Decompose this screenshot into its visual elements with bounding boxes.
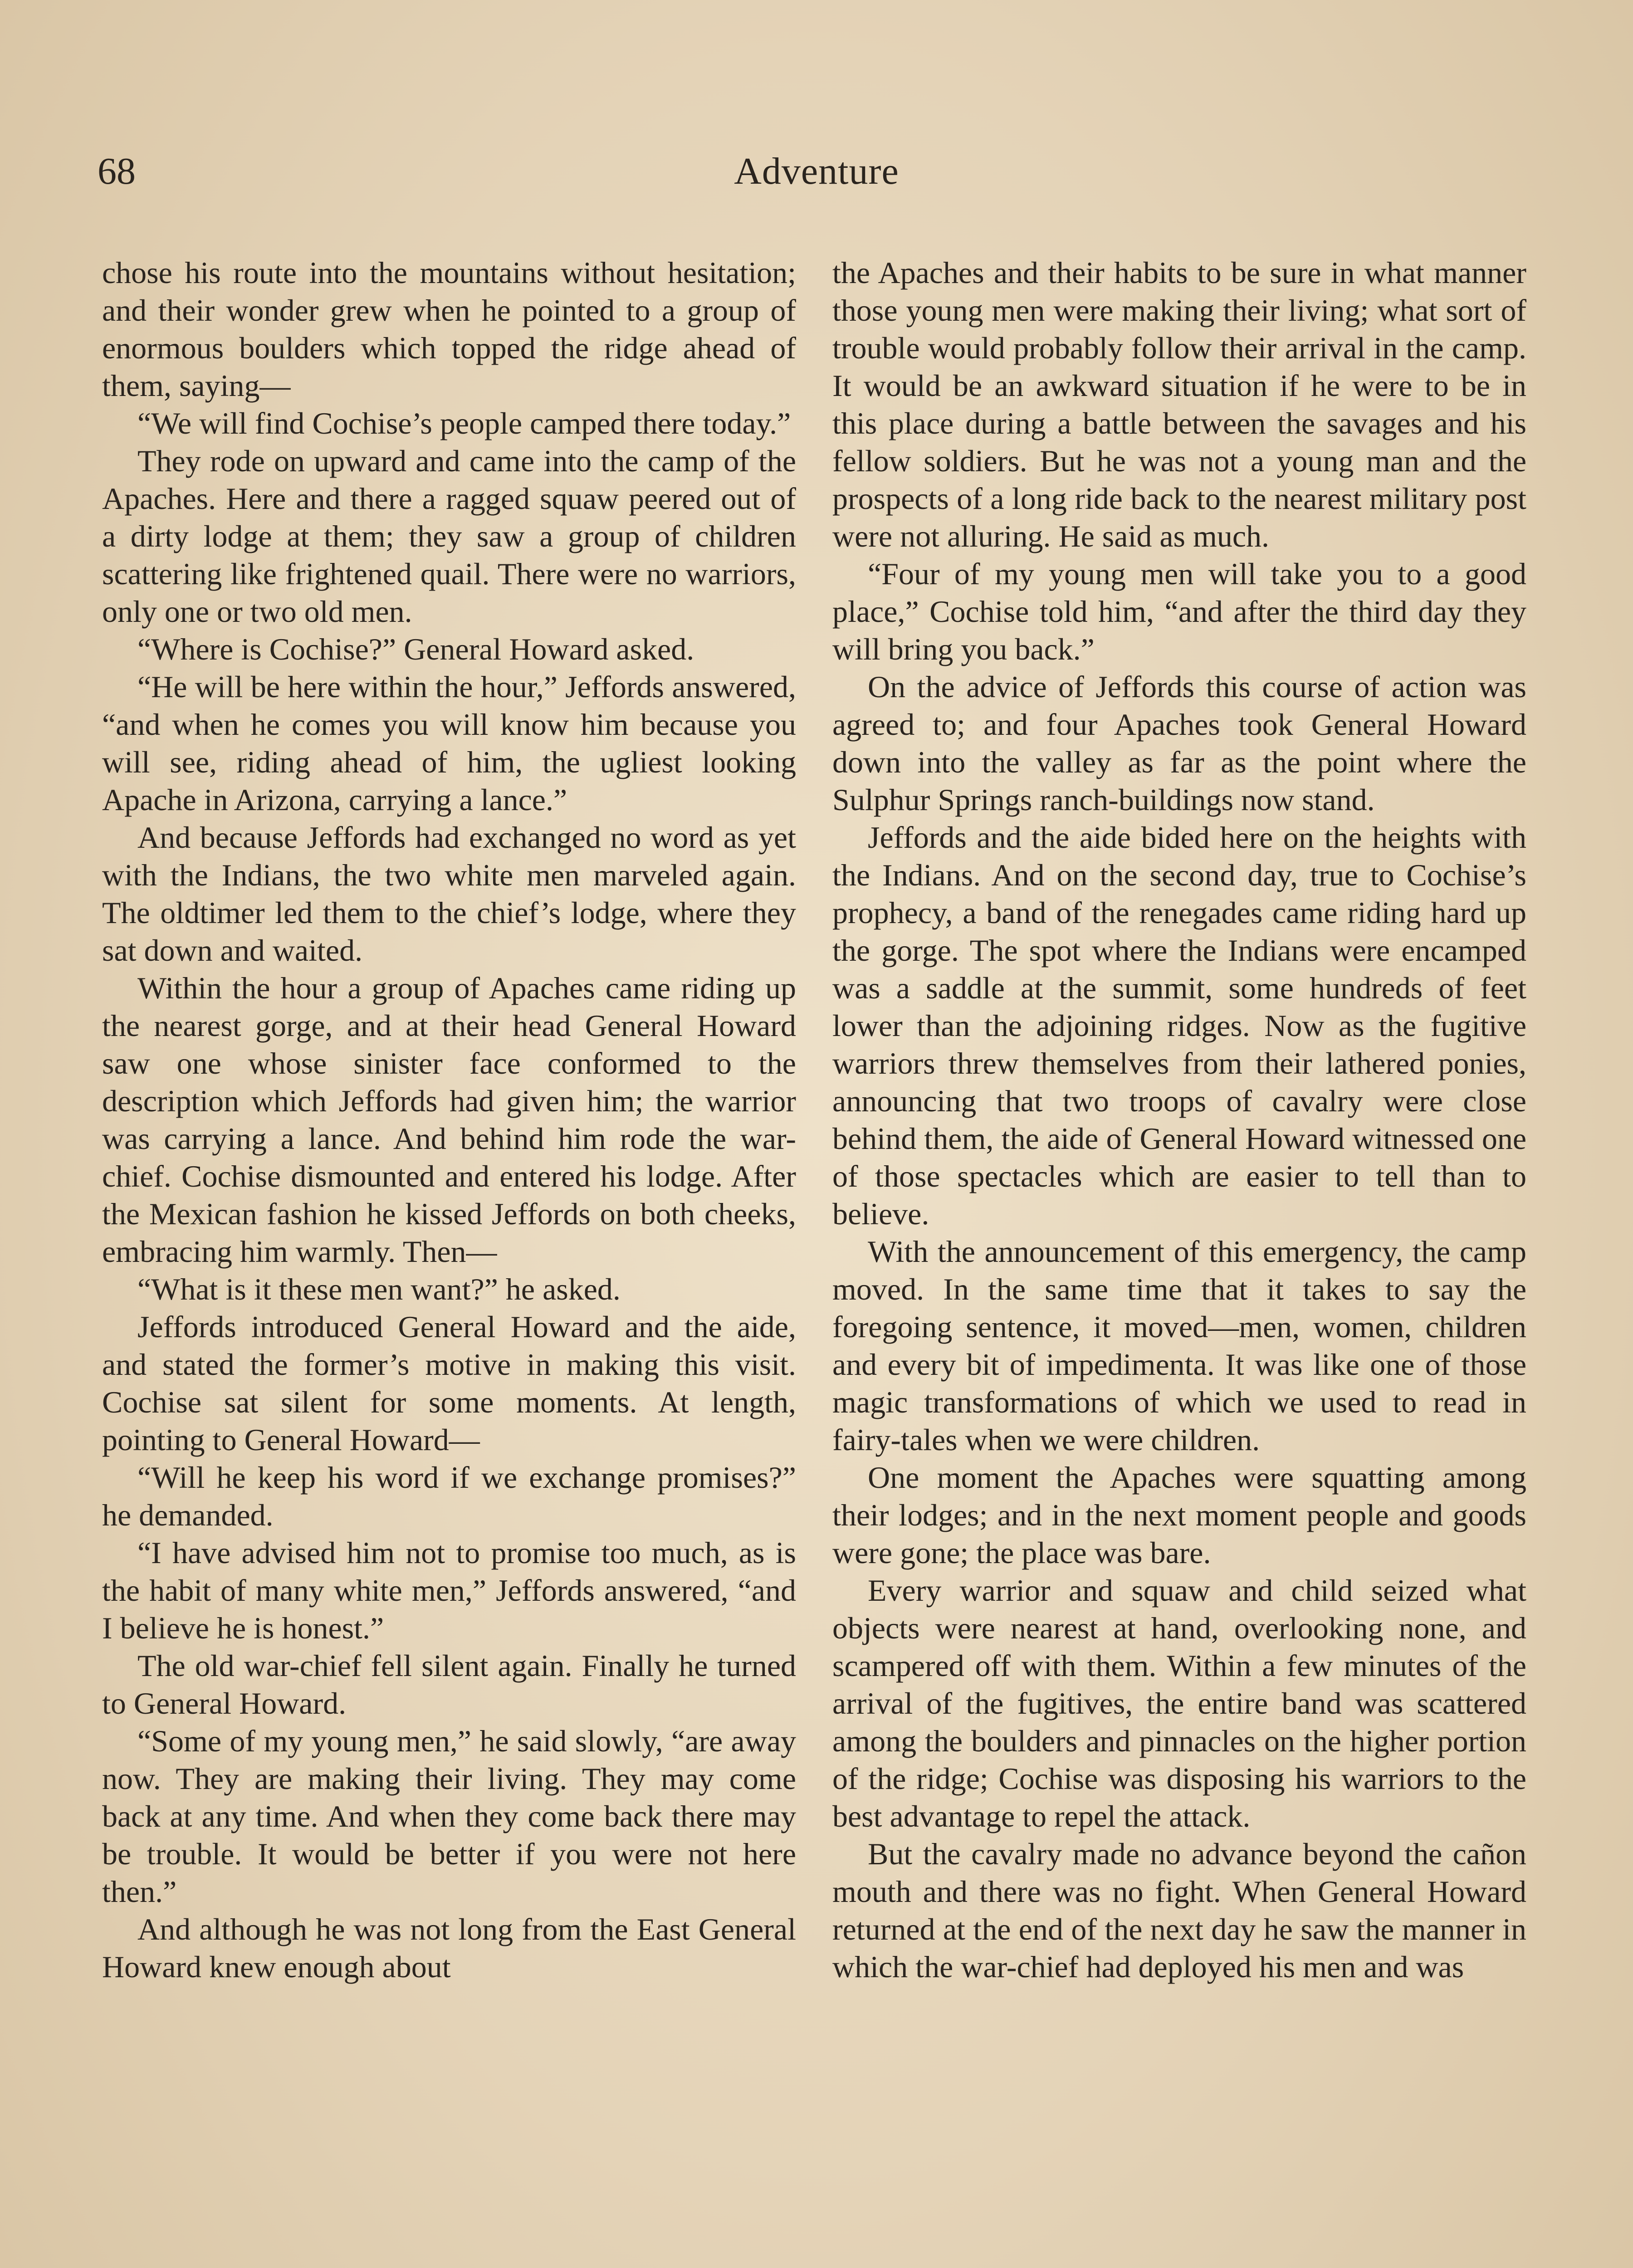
paragraph: Jeffords and the aide bided here on the heights with the Indians. And on the second day, true to Cochise’s prophecy, a band of the renegades came riding hard up the gorge. The spot where the Indians were encamped was a saddle at the summit, some hundreds of feet lower than the adjoining ridges. Now as the fugitive warriors threw themselves from their lathered ponies, announcing that two troops of cavalry were close behind them, the aide of General Howard witnessed one of those spectacles which are easier to tell than to believe.: [832, 820, 1526, 1231]
left-column: [102, 254, 796, 1986]
paragraph: Every warrior and squaw and child seized what objects were nearest at hand, overlooking none, and scampered off with them. Within a few minutes of the arrival of the fugitives, the entire band was scattered among the boulders and pinnacles on the higher portion of the ridge; Cochise was disposing his warriors to the best advantage to repel the attack.: [832, 1573, 1526, 1833]
paragraph: And although he was not long from the East General Howard knew enough about: [102, 1912, 796, 1984]
right-column: [832, 254, 1526, 1986]
paragraph: The old war-chief fell silent again. Finally he turned to General Howard.: [102, 1648, 796, 1721]
paragraph: With the announcement of this emergency, the camp moved. In the same time that it takes to say the foregoing sentence, it moved—men, women, children and every bit of impedimenta. It was like one of those magic transformations of which we used to read in fairy-tales when we were children.: [832, 1234, 1526, 1457]
running-head-title: Adventure: [734, 150, 899, 192]
paragraph: chose his route into the mountains without hesitation; and their wonder grew when he pointed to a group of enormous boulders which topped the ridge ahead of them, saying—: [102, 255, 796, 403]
paragraph: They rode on upward and came into the camp of the Apaches. Here and there a ragged squaw peered out of a dirty lodge at them; they saw a group of children scattering like frightened quail. There were no warriors, only one or two old men.: [102, 444, 796, 629]
paragraph: On the advice of Jeffords this course of action was agreed to; and four Apaches took General Howard down into the valley as far as the point where the Sulphur Springs ranch-buildings now stand.: [832, 670, 1526, 817]
paragraph: “We will find Cochise’s people camped there today.”: [137, 406, 791, 440]
paragraph: the Apaches and their habits to be sure in what manner those young men were making their living; what sort of trouble would probably follow their arrival in the camp. It would be an awkward situation if he were to be in this place during a battle between the savages and his fellow soldiers. But he was not a young man and the prospects of a long ride back to the nearest military post were not alluring. He said as much.: [832, 255, 1526, 553]
paragraph: Jeffords introduced General Howard and the aide, and stated the former’s motive in making this visit. Cochise sat silent for some moments. At length, pointing to General Howard—: [102, 1310, 796, 1457]
paragraph: “What is it these men want?” he asked.: [137, 1272, 621, 1306]
paragraph: “Will he keep his word if we exchange promises?” he demanded.: [102, 1460, 796, 1532]
paragraph: “Where is Cochise?” General Howard asked.: [137, 632, 694, 666]
paragraph: And because Jeffords had exchanged no word as yet with the Indians, the two white men marveled again. The oldtimer led them to the chief’s lodge, where they sat down and waited.: [102, 820, 796, 968]
paragraph: One moment the Apaches were squatting among their lodges; and in the next moment people and goods were gone; the place was bare.: [832, 1460, 1526, 1570]
paragraph: “I have advised him not to promise too much, as is the habit of many white men,” Jeffords answered, “and I believe he is honest.”: [102, 1535, 796, 1645]
paragraph: But the cavalry made no advance beyond the cañon mouth and there was no fight. When General Howard returned at the end of the next day he saw the manner in which the war-chief had deployed his men and was: [832, 1837, 1526, 1984]
paragraph: Within the hour a group of Apaches came riding up the nearest gorge, and at their head General Howard saw one whose sinister face conformed to the description which Jeffords had given him; the warrior was carrying a lance. And behind him rode the war-chief. Cochise dismounted and entered his lodge. After the Mexican fashion he kissed Jeffords on both cheeks, embracing him warmly. Then—: [102, 971, 796, 1269]
paragraph: “He will be here within the hour,” Jeffords answered, “and when he comes you will know him because you will see, riding ahead of him, the ugliest looking Apache in Arizona, carrying a lance.”: [102, 670, 796, 817]
paragraph: “Some of my young men,” he said slowly, “are away now. They are making their living. They may come back at any time. And when they come back there may be trouble. It would be better if you were not here then.”: [102, 1724, 796, 1909]
paragraph: “Four of my young men will take you to a good place,” Cochise told him, “and after the third day they will bring you back.”: [832, 557, 1526, 666]
page-number: 68: [98, 150, 136, 192]
